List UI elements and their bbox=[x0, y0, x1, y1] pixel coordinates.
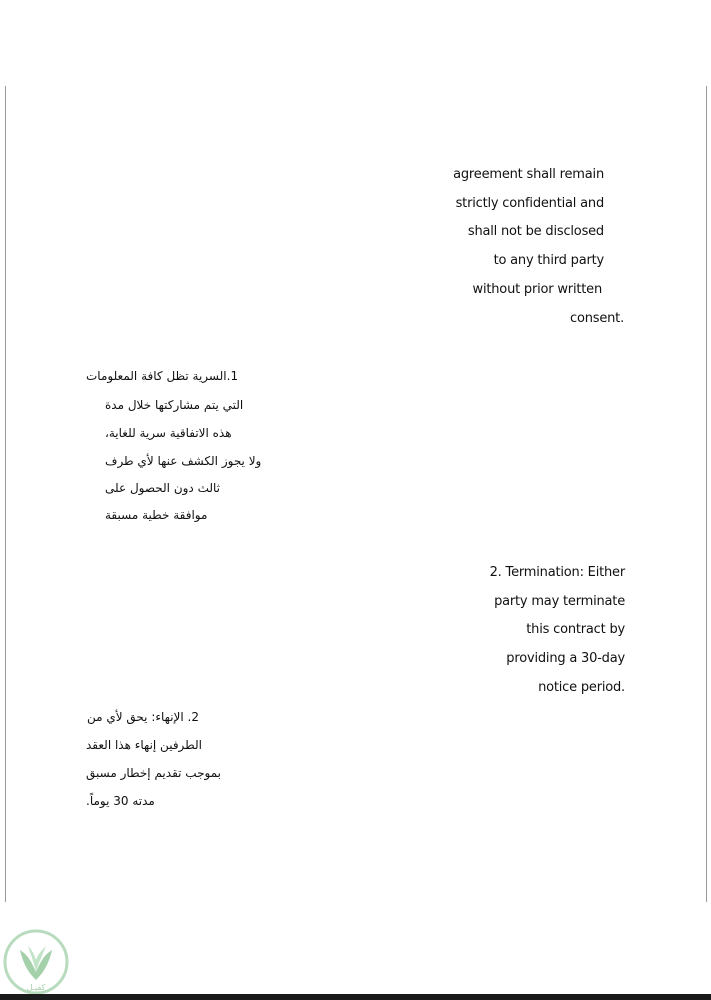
ar-confidentiality-line-6: موافقة خطية مسبقة bbox=[105, 508, 208, 522]
en-confidentiality-line-5: without prior written bbox=[472, 282, 602, 297]
ar-termination-line-1: 2. الإنهاء: يحق لأي من bbox=[87, 710, 199, 724]
ar-confidentiality-line-2: التي يتم مشاركتها خلال مدة bbox=[105, 398, 244, 412]
en-termination-line-2: party may terminate bbox=[494, 594, 625, 609]
en-confidentiality-line-4: to any third party bbox=[493, 253, 604, 268]
ar-confidentiality-line-4: ولا يجوز الكشف عنها لأي طرف bbox=[105, 454, 262, 468]
en-confidentiality-line-3: shall not be disclosed bbox=[467, 224, 604, 239]
en-termination-line-3: this contract by bbox=[526, 622, 625, 637]
ar-termination-line-3: بموجب تقديم إخطار مسبق bbox=[86, 766, 221, 780]
en-termination-line-1: 2. Termination: Either bbox=[489, 565, 625, 580]
ar-termination-line-2: الطرفين إنهاء هذا العقد bbox=[86, 738, 203, 752]
bottom-bar bbox=[0, 994, 711, 1000]
ar-confidentiality-line-3: هذه الاتفاقية سرية للغاية، bbox=[105, 426, 232, 440]
en-termination-line-4: providing a 30-day bbox=[506, 651, 625, 666]
logo-text: كفيـل bbox=[26, 983, 46, 992]
ar-confidentiality-line-1: 1.السرية تظل كافة المعلومات bbox=[86, 369, 239, 383]
en-termination-line-5: notice period. bbox=[538, 680, 625, 695]
page-left-edge bbox=[5, 86, 6, 902]
page-right-edge bbox=[706, 86, 707, 902]
en-confidentiality-line-2: strictly confidential and bbox=[455, 196, 604, 211]
ar-termination-line-4: مدته 30 يوماً. bbox=[86, 794, 155, 808]
ar-confidentiality-line-5: ثالث دون الحصول على bbox=[105, 481, 221, 495]
en-confidentiality-line-1: agreement shall remain bbox=[453, 167, 604, 182]
leaf-shield-watermark-icon bbox=[2, 928, 70, 996]
en-confidentiality-line-6: consent. bbox=[570, 311, 624, 326]
